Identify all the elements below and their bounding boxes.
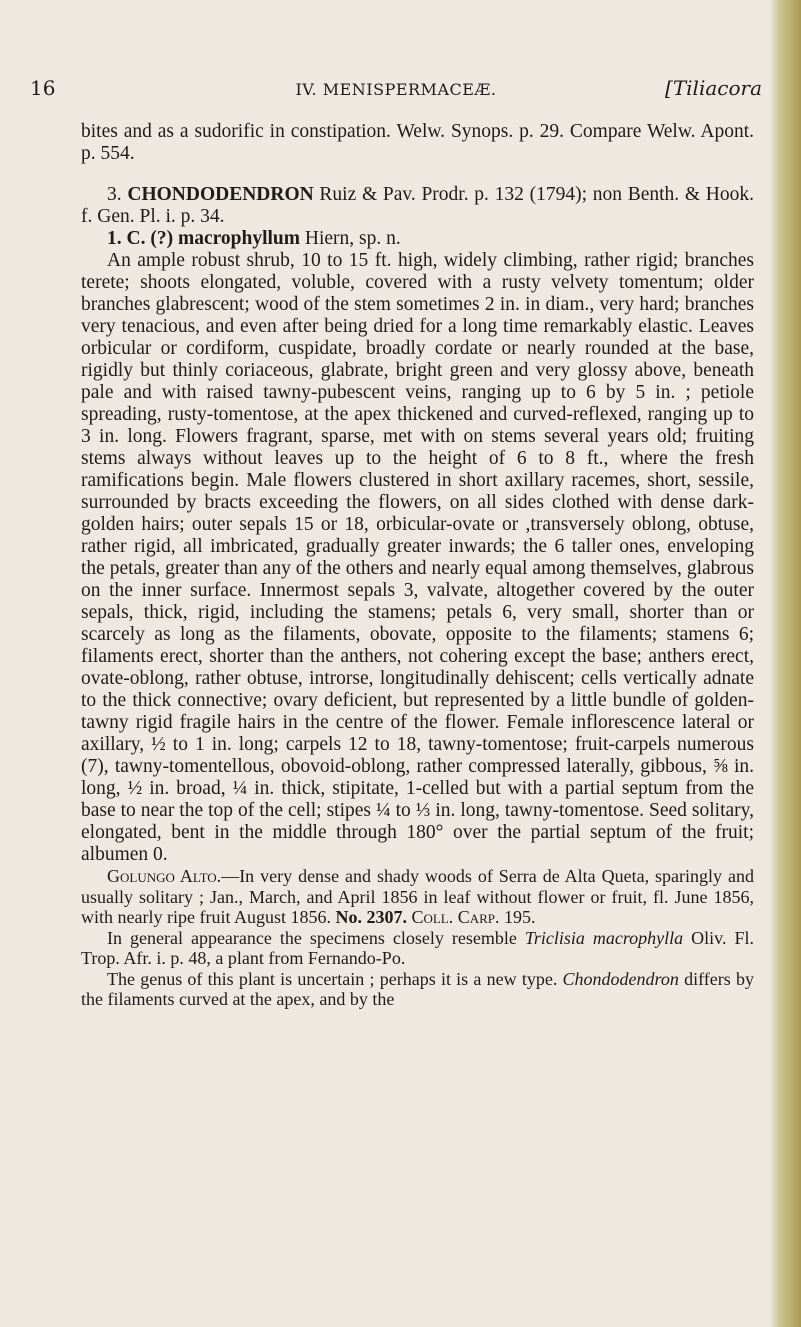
genus-name: CHONDODENDRON (127, 184, 314, 205)
note-genus (81, 969, 754, 1010)
note1-taxon: Triclisia macrophylla (524, 927, 684, 948)
collection-number: Coll. Carp. 195. (411, 907, 536, 927)
note2-b: differs by the filaments curved at the apex, and by the (81, 968, 754, 1009)
species-number: 1. C. (?) (107, 228, 174, 249)
note2-a: The genus of this plant is uncertain ; perhaps it is a new type. (107, 968, 563, 989)
body-text (81, 121, 754, 1010)
genus-citation: Ruiz & Pav. Prodr. p. 132 (1794); non Benth. & Hook. f. Gen. Pl. i. p. 34. (81, 184, 754, 227)
note1-a: In general appearance the specimens closely resemble (107, 927, 525, 948)
section-genus: [Tiliacora (665, 76, 762, 100)
page-number: 16 (30, 76, 56, 100)
species-name: macrophyllum (177, 228, 301, 249)
genus-number: 3. (107, 184, 122, 205)
running-head: IV. MENISPERMACEÆ. (295, 80, 497, 99)
species-heading (81, 228, 754, 250)
note-resemblance (81, 928, 754, 969)
paragraph-continuation: bites and as a sudorific in constipation. Welw. Synops. p. 29. Compare Welw. Apont. p. 554. (81, 121, 754, 164)
note2-taxon: Chondodendron (562, 968, 679, 989)
species-author: Hiern, sp. n. (300, 228, 401, 249)
note1-b: Oliv. Fl. Trop. Afr. i. p. 48, a plant from Fernando-Po. (81, 927, 754, 968)
locality-text: —In very dense and shady woods of Serra de Alta Queta, sparingly and usually solitary ; Jan., March, and April 1856 in leaf without flower or fruit, fl. June 1856, with nearly ripe fruit August 1856. (81, 866, 754, 927)
specimen-locality (81, 866, 754, 928)
species-description: An ample robust shrub, 10 to 15 ft. high, widely climbing, rather rigid; branches terete; shoots elongated, voluble, covered with a rusty velvety tomentum; older branches glabrescent; wood of the stem sometimes 2 in. in diam., very hard; branches very tenacious, and even after being dried for a long time remarkably elastic. Leaves orbicular or cordiform, cuspidate, broadly cordate or nearly rounded at the base, rigidly but thinly coriaceous, glabrate, bright green and very glossy above, beneath pale and with raised tawny-pubescent veins, ranging up to 6 by 5 in. ; petiole spreading, rusty-tomentose, at the apex thickened and curved-reflexed, ranging up to 3 in. long. Flowers fragrant, sparse, met with on stems several years old; fruiting stems always without leaves up to the height of 6 to 8 ft., where the fresh ramifications begin. Male flowers clustered in short axillary racemes, short, sessile, surrounded by bracts exceeding the flowers, on all sides clothed with dense dark-golden hairs; outer sepals 15 or 18, orbicular-ovate or ,transversely oblong, obtuse, rather rigid, all imbricated, gradually greater inwards; the 6 taller ones, enveloping the petals, greater than any of the others and nearly equal among themselves, glabrous on the inner surface. Innermost sepals 3, valvate, altogether covered by the outer sepals, thick, rigid, including the stamens; petals 6, very small, shorter than or scarcely as long as the filaments, obovate, opposite to the filaments; stamens 6; filaments erect, shorter than the anthers, not cohering except the base; anthers erect, ovate-oblong, rather obtuse, introrse, longitudinally dehiscent; cells vertically adnate to the thick connective; ovary deficient, but represented by a little bundle of golden-tawny rigid fragile hairs in the centre of the flower. Female inflorescence lateral or axillary, ½ to 1 in. long; carpels 12 to 18, tawny-tomentose; fruit-carpels numerous (7), tawny-tomentellous, obovoid-oblong, rather compressed laterally, gibbous, ⅝ in. long, ½ in. broad, ¼ in. thick, stipitate, 1-celled but with a partial septum from the base to near the top of the cell; stipes ¼ to ⅓ in. long, tawny-tomentose. Seed solitary, elongated, bent in the middle through 180° over the partial septum of the fruit; albumen 0. (81, 250, 754, 865)
specimen-number: No. 2307. (335, 907, 407, 927)
page-header (30, 76, 762, 104)
book-edge (771, 0, 801, 1327)
genus-heading (81, 184, 754, 228)
locality-name: Golungo Alto. (107, 866, 222, 886)
